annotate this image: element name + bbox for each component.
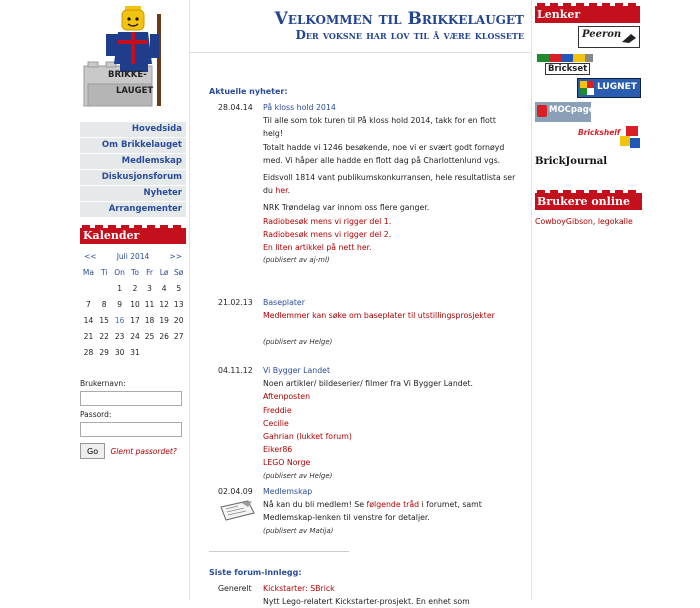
- username-input[interactable]: [80, 391, 182, 406]
- radio-link-2[interactable]: Radiobesøk mens vi rigger del 2.: [263, 229, 392, 239]
- nav-item-hovedsida[interactable]: Hovedsida: [80, 122, 186, 138]
- brickshelf-link[interactable]: [578, 124, 640, 150]
- page-subtitle: Der voksne har lov til å være klossete: [295, 28, 524, 42]
- news-body: [263, 364, 518, 483]
- brick-studs: [537, 190, 640, 193]
- calendar-prev-button[interactable]: <<: [84, 252, 97, 261]
- users-online-list: [535, 217, 633, 226]
- calendar-day: [142, 344, 157, 360]
- calendar-day: 31: [130, 347, 140, 357]
- calendar-day: 7: [86, 299, 91, 309]
- news-text: NRK Trøndelag var innom oss flere ganger.: [263, 203, 430, 213]
- forum-body: [263, 582, 518, 608]
- calendar-day: 13: [173, 299, 184, 309]
- news-text-part: Nå kan du bli medlem! Se: [263, 500, 367, 510]
- user-separator: ,: [592, 217, 598, 226]
- logo-text-top: BRIKKE-: [108, 70, 147, 80]
- calendar-day: 23: [114, 331, 125, 341]
- news-byline: (publisert av aj-ml): [263, 256, 330, 265]
- news-text-part: Eidsvoll 1814 vant publikumskonkurransen, hele resultatlista ser du: [263, 173, 516, 196]
- brickset-label: Brickset: [545, 63, 590, 75]
- calendar-day: 8: [101, 299, 107, 309]
- links-heading: [535, 6, 640, 23]
- media-link[interactable]: Eiker86: [263, 445, 293, 455]
- calendar-day: 2: [132, 283, 138, 293]
- calendar-weekdays: [80, 264, 186, 280]
- news-title-link[interactable]: Baseplater: [263, 298, 305, 307]
- links-heading-text: Lenker: [537, 8, 581, 21]
- news-date: 04.11.12: [218, 366, 253, 375]
- forgot-password-link[interactable]: Glemt passordet?: [110, 446, 177, 456]
- calendar-day: 29: [99, 347, 109, 357]
- mocpages-logo-icon: [537, 105, 547, 117]
- go-button[interactable]: Go: [80, 443, 105, 459]
- news-date: 21.02.13: [218, 298, 253, 307]
- weekday: Ti: [100, 267, 108, 277]
- media-link[interactable]: Gahrian (lukket forum): [263, 432, 352, 442]
- news-byline: (publisert av Helge): [263, 338, 333, 347]
- calendar-day: 12: [159, 299, 169, 309]
- forum-heading: Siste forum-innlegg:: [209, 568, 302, 577]
- calendar-day: 19: [159, 315, 169, 325]
- password-input[interactable]: [80, 422, 182, 437]
- brickshelf-label: Brickshelf: [578, 128, 621, 137]
- calendar-day: 5: [176, 283, 182, 293]
- user-link[interactable]: legokalle: [597, 217, 633, 226]
- calendar-day: 10: [130, 299, 140, 309]
- news-item: [218, 485, 518, 538]
- news-text: Noen artikler/ bildeserier/ filmer fra Vi Bygger Landet.: [263, 379, 474, 389]
- calendar-day: 17: [130, 315, 140, 325]
- calendar-day: 11: [144, 299, 155, 309]
- weekday: Ma: [82, 267, 94, 277]
- login-actions: [80, 443, 186, 459]
- column-divider: [531, 0, 532, 600]
- calendar-next-button[interactable]: >>: [169, 252, 182, 261]
- calendar-day-today[interactable]: 16: [114, 315, 125, 325]
- calendar-day: 15: [99, 315, 109, 325]
- calendar-day: 26: [159, 331, 169, 341]
- users-online-heading: [535, 193, 642, 210]
- calendar-day: 27: [173, 331, 184, 341]
- calendar-day: 1: [117, 283, 122, 293]
- forum-category: Generelt: [218, 584, 252, 593]
- news-title-link[interactable]: Vi Bygger Landet: [263, 366, 331, 375]
- lugnet-link[interactable]: [577, 78, 641, 98]
- news-heading: Aktuelle nyheter:: [209, 87, 288, 96]
- site-logo[interactable]: [80, 0, 186, 110]
- nav-item-medlemskap[interactable]: Medlemskap: [80, 154, 186, 170]
- main-nav: [80, 122, 186, 218]
- news-text: Til alle som tok turen til På kloss hold 2014, takk for en flott helg!: [263, 116, 496, 139]
- main-content: [190, 0, 530, 607]
- baseplate-link[interactable]: Medlemmer kan søke om baseplater til utstillingsprosjekter: [263, 311, 495, 321]
- weekday: Sø: [174, 267, 184, 277]
- calendar-day: 4: [161, 283, 167, 293]
- brickshelf-logo-icon: [620, 126, 640, 150]
- calendar-heading-text: Kalender: [83, 229, 140, 242]
- news-body: [263, 485, 518, 538]
- weekday: Lø: [159, 267, 169, 277]
- nav-item-arrangementer[interactable]: Arrangementer: [80, 202, 186, 218]
- calendar-day: 21: [83, 331, 94, 341]
- login-form: [80, 379, 186, 459]
- calendar-week: [80, 280, 186, 296]
- forum-post-link[interactable]: Kickstarter: SBrick: [263, 584, 335, 593]
- brick-studs: [537, 3, 638, 6]
- calendar-day: 14: [83, 315, 94, 325]
- calendar: [80, 228, 186, 360]
- weekday: Fr: [146, 267, 153, 277]
- brickjournal-link[interactable]: [535, 154, 608, 174]
- news-text: [263, 171, 518, 197]
- section-divider: [209, 551, 349, 552]
- calendar-heading: [80, 228, 186, 244]
- user-link[interactable]: CowboyGibson: [535, 217, 593, 226]
- news-text-part: i forumet, samt Medlemskap-lenken til venstre for detaljer.: [263, 500, 482, 523]
- page-title: Velkommen til Brikkelauget: [274, 9, 524, 29]
- brickset-link[interactable]: [535, 52, 595, 74]
- calendar-day: 9: [117, 299, 122, 309]
- forum-item: [218, 582, 518, 608]
- article-link[interactable]: En liten artikkel på nett her.: [263, 243, 372, 253]
- news-date: 02.04.09: [218, 487, 253, 496]
- news-byline: (publisert av Matija): [263, 526, 334, 535]
- news-title-link[interactable]: På kloss hold 2014: [263, 103, 336, 112]
- right-column: [535, 0, 640, 600]
- calendar-day: [97, 280, 112, 296]
- users-online-heading-text: Brukere online: [537, 195, 631, 208]
- media-link[interactable]: Cecilie: [263, 418, 289, 428]
- weekday: On: [114, 267, 125, 277]
- news-date: 28.04.14: [218, 103, 253, 112]
- calendar-day: 22: [99, 331, 109, 341]
- calendar-month[interactable]: Juli 2014: [116, 252, 150, 261]
- mocpages-link[interactable]: [535, 102, 600, 122]
- weekday: To: [131, 267, 139, 277]
- news-body: [263, 296, 518, 350]
- nav-item-nyheter[interactable]: Nyheter: [80, 186, 186, 202]
- news-text-part: .: [287, 186, 291, 196]
- brick-studs: [82, 225, 184, 228]
- username-label: Brukernavn:: [80, 379, 126, 388]
- calendar-nav: [80, 252, 186, 261]
- calendar-day: 18: [144, 315, 155, 325]
- calendar-day: 20: [173, 315, 184, 325]
- results-link[interactable]: her: [275, 186, 288, 196]
- nav-item-om-brikkelauget[interactable]: Om Brikkelauget: [80, 138, 186, 154]
- media-link[interactable]: LEGO Norge: [263, 458, 311, 468]
- membership-card-icon: [218, 499, 258, 521]
- calendar-week: [80, 312, 186, 328]
- header-divider: [190, 52, 530, 53]
- calendar-day: 25: [144, 331, 155, 341]
- news-text: Totalt hadde vi 1246 besøkende, noe vi er svært godt fornøyd med. Vi håper alle hadde en flott dag på Charlottenlund vgs.: [263, 142, 505, 165]
- calendar-day: 3: [147, 283, 152, 293]
- left-column: [80, 0, 186, 600]
- news-byline: (publisert av Helge): [263, 471, 333, 480]
- media-link[interactable]: Freddie: [263, 405, 292, 415]
- calendar-day: [157, 344, 172, 360]
- lugnet-label: LUGNET: [597, 82, 637, 92]
- calendar-day: [80, 280, 97, 296]
- news-item: [218, 364, 518, 483]
- nav-item-diskusjonsforum[interactable]: Diskusjonsforum: [80, 170, 186, 186]
- logo-text-bottom: LAUGET: [116, 86, 154, 96]
- news-title-link[interactable]: Medlemskap: [263, 487, 313, 496]
- news-item: [218, 101, 518, 267]
- calendar-week: [80, 344, 186, 360]
- media-link[interactable]: Aftenposten: [263, 392, 311, 402]
- calendar-grid: [80, 264, 186, 360]
- peeron-logo-icon: [621, 30, 637, 44]
- brickjournal-label: BrickJournal: [535, 156, 608, 167]
- calendar-week: [80, 328, 186, 344]
- password-label: Passord:: [80, 410, 112, 419]
- peeron-link[interactable]: [578, 26, 640, 48]
- radio-link-1[interactable]: Radiobesøk mens vi rigger del 1.: [263, 216, 392, 226]
- peeron-label: Peeron: [582, 29, 622, 40]
- forum-snippet: Nytt Lego-relatert Kickstarter-prosjekt. En enhet som: [263, 597, 470, 607]
- forum-thread-link[interactable]: følgende tråd: [366, 500, 420, 510]
- lugnet-logo-icon: [580, 81, 594, 95]
- news-text: [263, 498, 518, 524]
- calendar-day: 28: [83, 347, 94, 357]
- calendar-day: 24: [130, 331, 140, 341]
- news-item: [218, 296, 518, 350]
- calendar-day: [171, 344, 186, 360]
- mocpages-label: MOCpages: [549, 105, 600, 115]
- news-body: [263, 101, 518, 267]
- calendar-week: [80, 296, 186, 312]
- calendar-day: 30: [114, 347, 125, 357]
